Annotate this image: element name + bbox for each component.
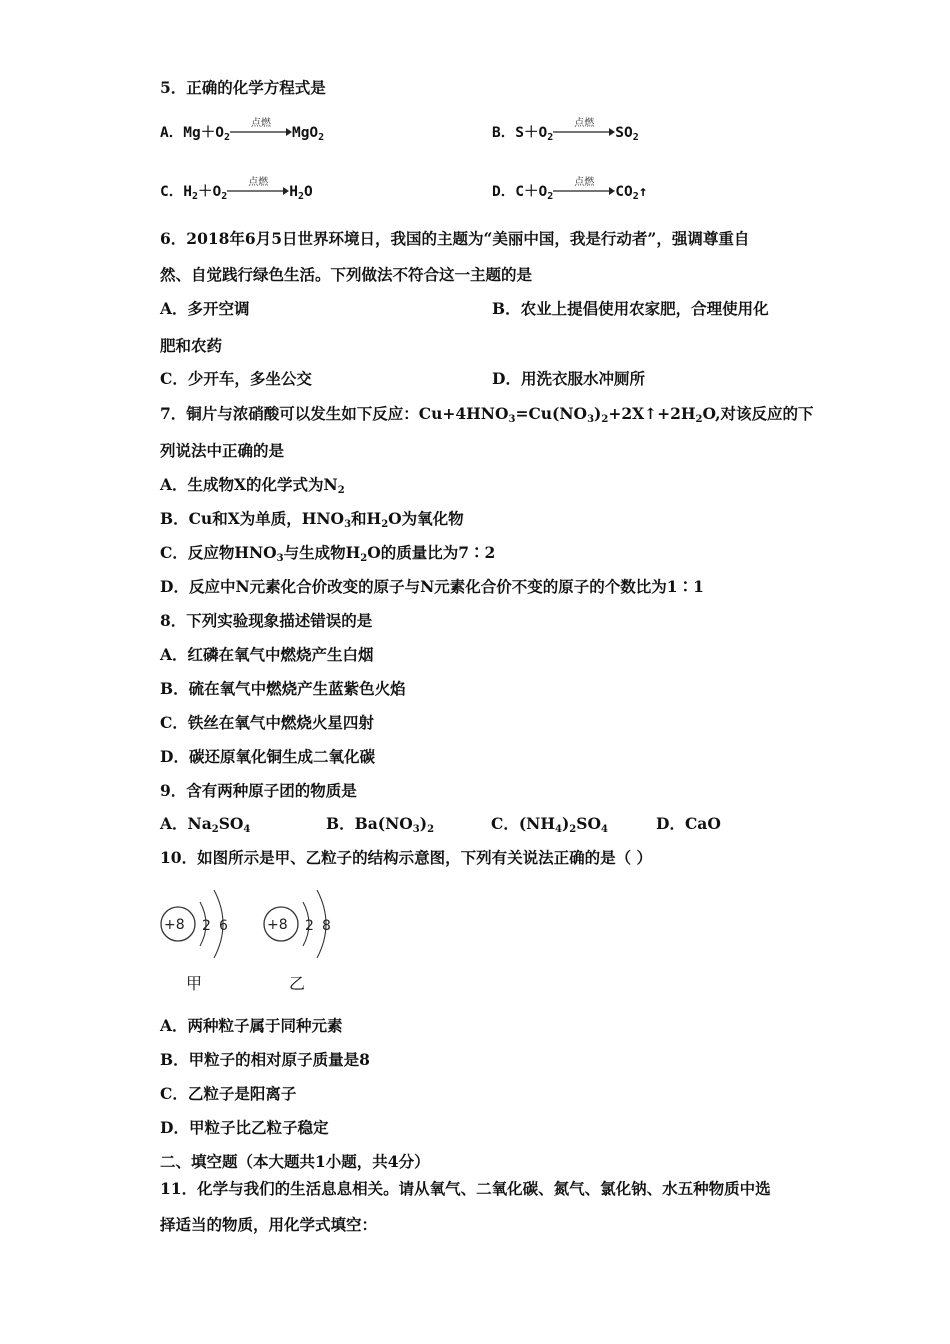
q5-option-c: C．$H_2+O_2$ 点燃 $H_2O$	[160, 177, 313, 202]
q7-option-c: C．反应物$HNO_3$与生成物$H_2O$的质量比为7∶2	[160, 543, 496, 564]
atom-1-diagram	[161, 890, 228, 958]
q7-option-b: B．Cu和X为单质，$HNO_3$和$H_2O$为氧化物	[160, 509, 464, 530]
reaction-arrow-icon: 点燃	[553, 181, 615, 203]
atom-1-nucleus-charge: +8	[164, 917, 185, 933]
q10-stem: 10．如图所示是甲、乙粒子的结构示意图，下列有关说法正确的是（ ）	[160, 848, 652, 867]
q6-option-d: D．用洗衣服水冲厕所	[492, 369, 645, 388]
atom-1-shell1-count: 2	[202, 918, 211, 934]
q7-stem-line1: 7．铜片与浓硝酸可以发生如下反应：$Cu+4HNO_3=Cu(NO_3)_2+2X↑+2H_2O$,对该反应的下	[160, 404, 814, 425]
q6-option-c: C．少开车，多坐公交	[160, 369, 312, 388]
q9-option-b: B．$Ba(NO_3)_2$	[326, 814, 435, 835]
atom-1-caption: 甲	[186, 974, 203, 993]
atom-2-nucleus-charge: +8	[267, 917, 288, 933]
q8-option-d: D．碳还原氧化铜生成二氧化碳	[160, 747, 375, 766]
q7-stem-line2: 列说法中正确的是	[160, 441, 285, 460]
q10-option-a: A．两种粒子属于同种元素	[160, 1016, 343, 1035]
q9-option-a: A．$Na_2SO_4$	[160, 814, 251, 835]
atom-2-shell1-count: 2	[305, 918, 314, 934]
q6-stem-line1: 6．2018年6月5日世界环境日，我国的主题为“美丽中国，我是行动者”，强调尊重自	[160, 229, 750, 248]
section-2-title: 二、填空题（本大题共1小题，共4分）	[160, 1152, 430, 1171]
atom-structure-diagram	[150, 872, 350, 972]
q9-stem: 9．含有两种原子团的物质是	[160, 781, 357, 800]
q10-option-d: D．甲粒子比乙粒子稳定	[160, 1118, 329, 1137]
q8-stem: 8．下列实验现象描述错误的是	[160, 611, 373, 630]
atom-2-diagram	[264, 890, 331, 958]
q5-stem: 5．正确的化学方程式是	[160, 78, 326, 97]
q10-option-b: B．甲粒子的相对原子质量是8	[160, 1050, 370, 1069]
q10-option-c: C．乙粒子是阳离子	[160, 1084, 297, 1103]
q5-option-b: B．$S+O_2$ 点燃 $SO_2$	[492, 118, 639, 143]
q11-stem-line2: 择适当的物质，用化学式填空：	[160, 1215, 378, 1234]
q6-option-b-continued: 肥和农药	[160, 336, 223, 355]
q8-option-c: C．铁丝在氧气中燃烧火星四射	[160, 713, 374, 732]
q9-option-d: D．CaO	[656, 814, 721, 833]
q5-option-d: D．$C+O_2$ 点燃 $CO_2↑$	[492, 177, 648, 202]
q6-option-b: B．农业上提倡使用农家肥，合理使用化	[492, 299, 769, 318]
reaction-arrow-icon: 点燃	[230, 122, 292, 144]
q9-option-c: C．$(NH_4)_2SO_4$	[491, 814, 608, 835]
reaction-arrow-icon: 点燃	[227, 181, 289, 203]
q7-option-a: A．生成物X的化学式为$N_2$	[160, 475, 345, 496]
q7-option-d: D．反应中N元素化合价改变的原子与N元素化合价不变的原子的个数比为1∶1	[160, 577, 704, 596]
q8-option-a: A．红磷在氧气中燃烧产生白烟	[160, 645, 374, 664]
q5-option-a: A．$Mg+O_2$ 点燃 MgO$_2$	[160, 118, 325, 143]
reaction-arrow-icon: 点燃	[553, 122, 615, 144]
q11-stem-line1: 11．化学与我们的生活息息相关。请从氧气、二氧化碳、氮气、氯化钠、水五种物质中选	[160, 1179, 771, 1198]
q8-option-b: B．硫在氧气中燃烧产生蓝紫色火焰	[160, 679, 406, 698]
atom-2-caption: 乙	[289, 974, 306, 993]
atom-1-shell2-count: 6	[219, 918, 228, 934]
q6-option-a: A．多开空调	[160, 299, 250, 318]
q6-stem-line2: 然、自觉践行绿色生活。下列做法不符合这一主题的是	[160, 265, 533, 284]
atom-2-shell2-count: 8	[322, 918, 331, 934]
